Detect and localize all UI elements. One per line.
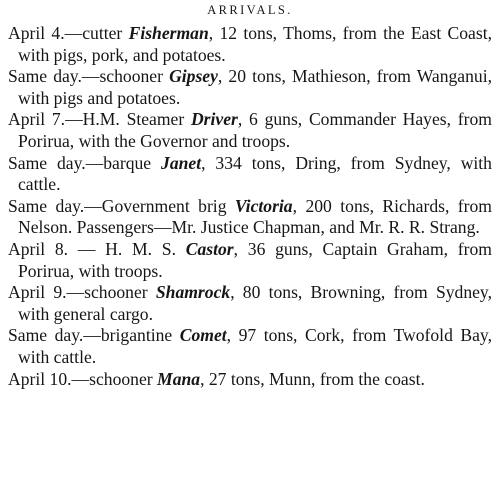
- entry-date-vessel-type: Same day.—schooner: [8, 66, 170, 87]
- entry-details: , 334 tons, Dring, from Sydney, with cattle.: [18, 152, 492, 195]
- arrival-entry: [8, 23, 492, 66]
- ship-name: Driver: [190, 109, 238, 130]
- arrival-entry: [8, 369, 492, 391]
- entry-date-vessel-type: April 7.—H.M. Steamer: [8, 109, 191, 130]
- ship-name: Victoria: [234, 195, 293, 216]
- entry-date-vessel-type: April 8. — H. M. S.: [8, 238, 186, 259]
- entry-date-vessel-type: April 9.—schooner: [8, 282, 156, 303]
- ship-name: Janet: [161, 152, 202, 173]
- entry-date-vessel-type: April 10.—schooner: [8, 368, 158, 389]
- arrival-entry: [8, 66, 492, 109]
- ship-name: Comet: [179, 325, 227, 346]
- arrival-entry: [8, 109, 492, 152]
- ship-name: Gipsey: [169, 66, 218, 87]
- entry-details: , 97 tons, Cork, from Twofold Bay, with cattle.: [18, 325, 492, 367]
- ship-name: Mana: [157, 368, 201, 389]
- entry-details: , 6 guns, Commander Hayes, from Porirua, with the Governor and troops.: [18, 109, 492, 151]
- entry-details: , 80 tons, Browning, from Sydney, with general cargo.: [18, 282, 492, 324]
- entry-details: , 200 tons, Richards, from Nelson. Passengers—Mr. Justice Chapman, and Mr. R. R. Strang.: [18, 195, 492, 238]
- arrival-entry: [8, 196, 492, 239]
- arrival-entry: [8, 325, 492, 368]
- arrival-entry: [8, 153, 492, 196]
- entry-date-vessel-type: Same day.—brigantine: [8, 325, 180, 346]
- entry-details: , 36 guns, Captain Graham, from Porirua, with troops.: [18, 238, 492, 281]
- ship-name: Shamrock: [155, 282, 231, 303]
- entry-details: , 20 tons, Mathieson, from Wanganui, with pigs and potatoes.: [18, 66, 492, 108]
- entry-details: , 12 tons, Thoms, from the East Coast, with pigs, pork, and potatoes.: [18, 23, 492, 65]
- entry-date-vessel-type: April 4.—cutter: [8, 23, 129, 43]
- ship-name: Castor: [185, 238, 234, 259]
- arrival-entry: [8, 282, 492, 325]
- entry-date-vessel-type: Same day.—barque: [8, 152, 162, 173]
- entry-date-vessel-type: Same day.—Government brig: [8, 195, 235, 216]
- entry-details: , 27 tons, Munn, from the coast.: [200, 368, 425, 389]
- ship-name: Fisherman: [128, 23, 209, 43]
- section-heading: ARRIVALS.: [207, 3, 293, 17]
- arrival-entry: [8, 239, 492, 282]
